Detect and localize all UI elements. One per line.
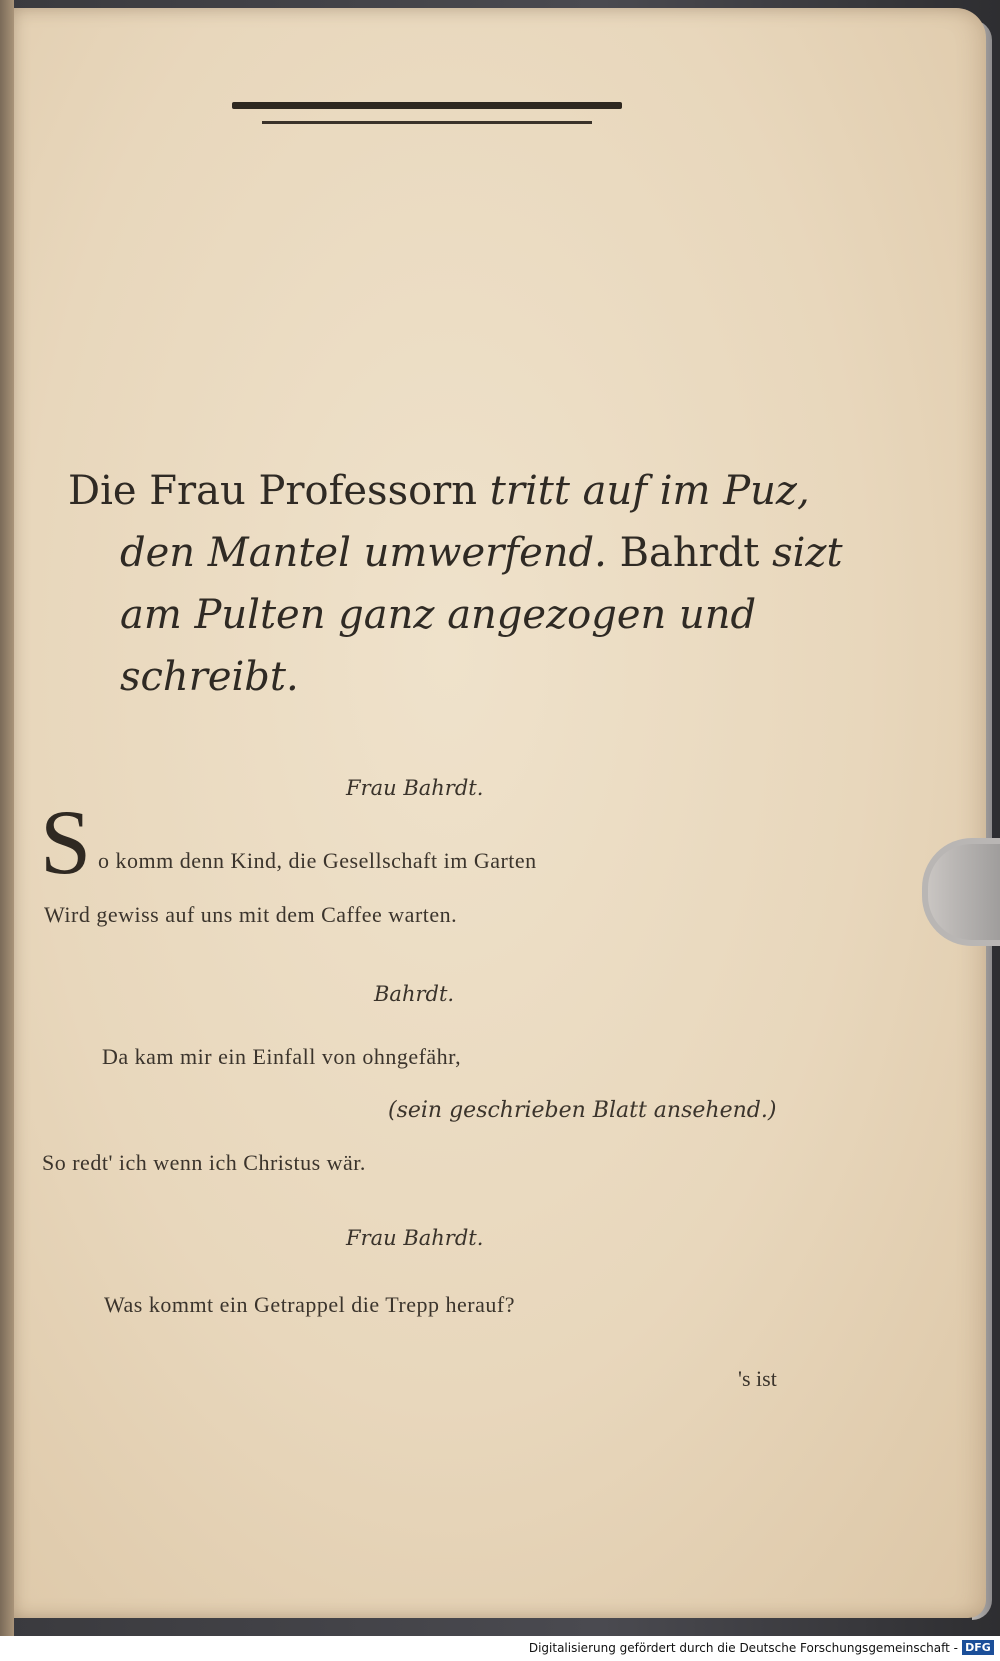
speaker-label: Frau Bahrdt. bbox=[346, 1226, 484, 1250]
stage-direction-italic: den Mantel umwerfend. bbox=[120, 530, 607, 576]
stage-direction-roman: Bahrdt bbox=[619, 530, 760, 576]
verse-line: Wird gewiss auf uns mit dem Caffee warten. bbox=[44, 902, 458, 927]
verse-line: So redt' ich wenn ich Christus wär. bbox=[42, 1150, 366, 1175]
speaker-label: Frau Bahrdt. bbox=[346, 776, 484, 800]
verse-line: Was kommt ein Getrappel die Trepp herauf? bbox=[104, 1292, 515, 1317]
stage-direction-roman: Die Frau Professorn bbox=[68, 468, 478, 514]
funding-credit: Digitalisierung gefördert durch die Deutsche Forschungsgemeinschaft - bbox=[528, 1641, 958, 1655]
catchword: 's ist bbox=[738, 1366, 777, 1391]
ornamental-rule-thin bbox=[262, 121, 592, 124]
stage-direction-line-4: schreibt. bbox=[120, 654, 299, 700]
verse-line: Da kam mir ein Einfall von ohngefähr, bbox=[102, 1044, 462, 1069]
stage-direction-italic: sizt bbox=[772, 530, 843, 576]
ornamental-rule-thick bbox=[232, 102, 622, 109]
stage-direction-line-1 bbox=[68, 460, 810, 522]
book-page bbox=[8, 8, 986, 1618]
verse-line: o komm denn Kind, die Gesellschaft im Garten bbox=[98, 848, 537, 873]
stage-direction-italic: tritt auf im Puz, bbox=[489, 468, 810, 514]
book-spine bbox=[0, 0, 14, 1661]
stage-direction-line-2 bbox=[68, 522, 843, 584]
stage-direction bbox=[68, 460, 843, 708]
drop-cap: S bbox=[40, 791, 92, 893]
stage-direction-line-3: am Pulten ganz angezogen und bbox=[120, 592, 757, 638]
speaker-label: Bahrdt. bbox=[374, 982, 455, 1006]
dfg-logo: DFG bbox=[962, 1640, 994, 1655]
stage-aside: (sein geschrieben Blatt ansehend.) bbox=[388, 1098, 777, 1123]
